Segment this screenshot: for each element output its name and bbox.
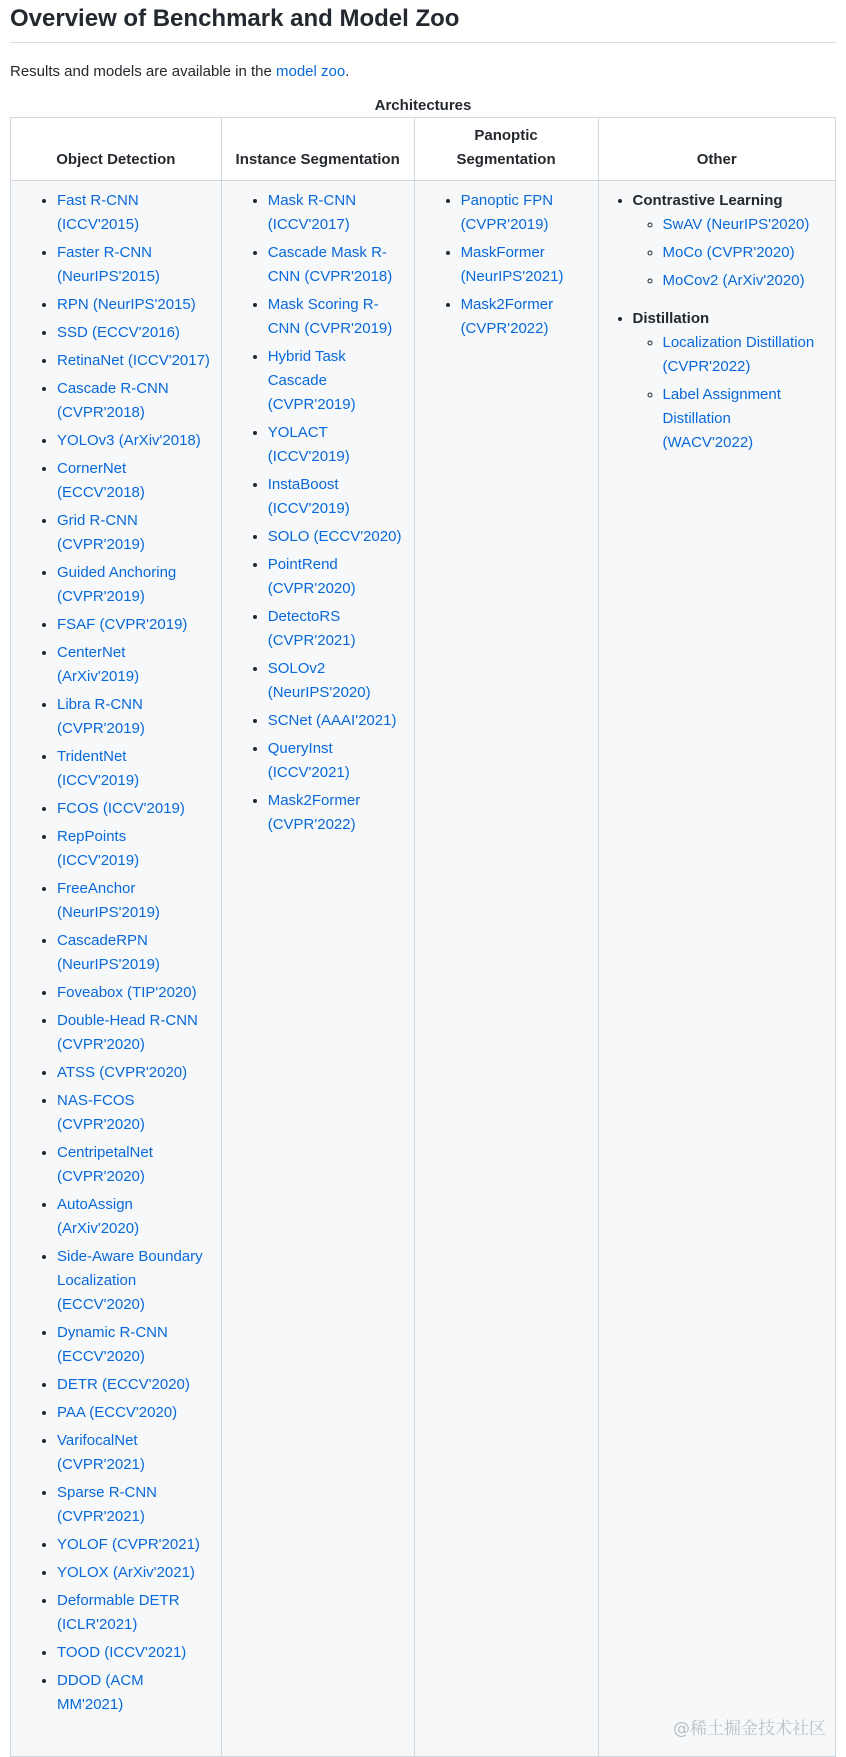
object-detection-cell bbox=[11, 181, 222, 1757]
model-link[interactable]: Mask2Former (CVPR'2022) bbox=[267, 792, 361, 833]
list-item bbox=[57, 293, 211, 317]
model-link[interactable]: DetectoRS (CVPR'2021) bbox=[267, 608, 356, 649]
header-object-detection: Object Detection bbox=[11, 118, 222, 181]
model-link[interactable]: Localization Distillation (CVPR'2022) bbox=[662, 334, 815, 375]
group-label: Contrastive Learning bbox=[632, 192, 783, 209]
model-link[interactable]: RPN (NeurIPS'2015) bbox=[57, 296, 196, 313]
list-item bbox=[57, 929, 211, 977]
model-link[interactable]: Sparse R-CNN (CVPR'2021) bbox=[57, 1484, 158, 1525]
object-detection-list bbox=[21, 189, 211, 1717]
header-panoptic-segmentation: Panoptic Segmentation bbox=[414, 118, 598, 181]
list-item bbox=[57, 1321, 211, 1369]
model-link[interactable]: RepPoints (ICCV'2019) bbox=[57, 828, 140, 869]
group-item bbox=[633, 307, 826, 455]
list-item bbox=[57, 349, 211, 373]
list-item bbox=[57, 1373, 211, 1397]
section-title: Overview of Benchmark and Model Zoo bbox=[10, 0, 836, 43]
model-link[interactable]: RetinaNet (ICCV'2017) bbox=[57, 352, 210, 369]
list-item bbox=[268, 737, 404, 785]
list-item bbox=[57, 377, 211, 425]
header-row bbox=[11, 118, 836, 181]
model-link[interactable]: SCNet (AAAI'2021) bbox=[267, 712, 397, 729]
list-item bbox=[57, 797, 211, 821]
list-item bbox=[57, 1561, 211, 1585]
table-caption: Architectures bbox=[374, 97, 472, 114]
model-link[interactable]: TOOD (ICCV'2021) bbox=[57, 1644, 187, 1661]
list-item bbox=[57, 745, 211, 793]
model-link[interactable]: DDOD (ACM MM'2021) bbox=[57, 1672, 144, 1713]
model-link[interactable]: ATSS (CVPR'2020) bbox=[57, 1064, 188, 1081]
model-link[interactable]: MaskFormer (NeurIPS'2021) bbox=[460, 244, 564, 285]
list-item bbox=[268, 553, 404, 601]
list-item bbox=[57, 613, 211, 637]
list-item bbox=[268, 241, 404, 289]
list-item bbox=[268, 605, 404, 653]
list-item bbox=[663, 383, 826, 455]
list-item bbox=[268, 189, 404, 237]
architectures-table bbox=[10, 117, 836, 1757]
list-item bbox=[57, 1669, 211, 1717]
list-item bbox=[57, 825, 211, 873]
model-link[interactable]: Side-Aware Boundary Localization (ECCV'2020) bbox=[57, 1248, 203, 1313]
list-item bbox=[57, 1401, 211, 1425]
model-link[interactable]: FSAF (CVPR'2019) bbox=[57, 616, 188, 633]
model-link[interactable]: CenterNet (ArXiv'2019) bbox=[57, 644, 140, 685]
content-row bbox=[11, 181, 836, 1757]
list-item bbox=[268, 345, 404, 417]
list-item bbox=[268, 293, 404, 341]
model-link[interactable]: SwAV (NeurIPS'2020) bbox=[662, 216, 810, 233]
panoptic-segmentation-cell bbox=[414, 181, 598, 1757]
list-item bbox=[57, 693, 211, 741]
readme-section bbox=[10, 0, 836, 1757]
model-link[interactable]: FCOS (ICCV'2019) bbox=[57, 800, 185, 817]
instance-segmentation-list bbox=[232, 189, 404, 837]
model-link[interactable]: Deformable DETR (ICLR'2021) bbox=[57, 1592, 180, 1633]
list-item bbox=[461, 241, 588, 289]
list-item bbox=[268, 709, 404, 733]
list-item bbox=[57, 189, 211, 237]
header-other: Other bbox=[598, 118, 836, 181]
list-item bbox=[57, 1641, 211, 1665]
other-list bbox=[609, 189, 826, 455]
model-link[interactable]: CascadeRPN (NeurIPS'2019) bbox=[57, 932, 160, 973]
list-item bbox=[461, 189, 588, 237]
model-link[interactable]: Cascade R-CNN (CVPR'2018) bbox=[57, 380, 169, 421]
model-link[interactable]: SSD (ECCV'2016) bbox=[57, 324, 180, 341]
instance-segmentation-cell bbox=[221, 181, 414, 1757]
group-list bbox=[633, 331, 826, 455]
model-link[interactable]: Mask2Former (CVPR'2022) bbox=[460, 296, 554, 337]
list-item bbox=[57, 561, 211, 609]
model-link[interactable]: CentripetalNet (CVPR'2020) bbox=[57, 1144, 153, 1185]
intro-text bbox=[10, 61, 836, 83]
list-item bbox=[57, 1533, 211, 1557]
watermark: @稀土掘金技术社区 bbox=[673, 1719, 826, 1739]
list-item bbox=[663, 213, 826, 237]
list-item bbox=[268, 473, 404, 521]
model-link[interactable]: Double-Head R-CNN (CVPR'2020) bbox=[57, 1012, 198, 1053]
list-item bbox=[57, 1089, 211, 1137]
list-item bbox=[57, 429, 211, 453]
model-link[interactable]: MoCo (CVPR'2020) bbox=[662, 244, 795, 261]
model-link[interactable]: Grid R-CNN (CVPR'2019) bbox=[57, 512, 145, 553]
intro-prefix: Results and models are available in the bbox=[10, 63, 276, 80]
list-item bbox=[268, 525, 404, 549]
model-link[interactable]: Fast R-CNN (ICCV'2015) bbox=[57, 192, 140, 233]
model-link[interactable]: QueryInst (ICCV'2021) bbox=[267, 740, 350, 781]
model-link[interactable]: SOLOv2 (NeurIPS'2020) bbox=[267, 660, 371, 701]
list-item bbox=[57, 1589, 211, 1637]
group-list bbox=[633, 213, 826, 293]
list-item bbox=[57, 509, 211, 557]
model-link[interactable]: YOLOX (ArXiv'2021) bbox=[57, 1564, 195, 1581]
model-link[interactable]: SOLO (ECCV'2020) bbox=[267, 528, 402, 545]
model-link[interactable]: AutoAssign (ArXiv'2020) bbox=[57, 1196, 140, 1237]
list-item bbox=[57, 457, 211, 505]
list-item bbox=[268, 789, 404, 837]
other-cell bbox=[598, 181, 836, 1757]
model-link[interactable]: PointRend (CVPR'2020) bbox=[267, 556, 356, 597]
list-item bbox=[57, 1429, 211, 1477]
model-link[interactable]: Mask R-CNN (ICCV'2017) bbox=[267, 192, 357, 233]
model-link[interactable]: Foveabox (TIP'2020) bbox=[57, 984, 197, 1001]
model-link[interactable]: YOLOF (CVPR'2021) bbox=[57, 1536, 200, 1553]
model-link[interactable]: DETR (ECCV'2020) bbox=[57, 1376, 190, 1393]
model-link[interactable]: Cascade Mask R-CNN (CVPR'2018) bbox=[267, 244, 393, 285]
model-link[interactable]: Guided Anchoring (CVPR'2019) bbox=[57, 564, 177, 605]
model-link[interactable]: Label Assignment Distillation (WACV'2022) bbox=[662, 386, 781, 451]
model-link[interactable]: Faster R-CNN (NeurIPS'2015) bbox=[57, 244, 160, 285]
model-link[interactable]: TridentNet (ICCV'2019) bbox=[57, 748, 140, 789]
model-link[interactable]: Hybrid Task Cascade (CVPR'2019) bbox=[267, 348, 356, 413]
model-link[interactable]: Libra R-CNN (CVPR'2019) bbox=[57, 696, 145, 737]
list-item bbox=[57, 1481, 211, 1529]
model-link[interactable]: FreeAnchor (NeurIPS'2019) bbox=[57, 880, 160, 921]
list-item bbox=[663, 331, 826, 379]
list-item bbox=[663, 241, 826, 265]
group-item bbox=[633, 189, 826, 293]
model-link[interactable]: Mask Scoring R-CNN (CVPR'2019) bbox=[267, 296, 393, 337]
model-link[interactable]: PAA (ECCV'2020) bbox=[57, 1404, 178, 1421]
list-item bbox=[663, 269, 826, 293]
list-item bbox=[461, 293, 588, 341]
list-item bbox=[57, 1009, 211, 1057]
model-link[interactable]: InstaBoost (ICCV'2019) bbox=[267, 476, 350, 517]
list-item bbox=[57, 241, 211, 289]
intro-suffix: . bbox=[345, 63, 350, 80]
list-item bbox=[57, 321, 211, 345]
list-item bbox=[57, 981, 211, 1005]
model-link[interactable]: CornerNet (ECCV'2018) bbox=[57, 460, 145, 501]
model-link[interactable]: Panoptic FPN (CVPR'2019) bbox=[460, 192, 554, 233]
list-item bbox=[57, 877, 211, 925]
list-item bbox=[268, 657, 404, 705]
model-link[interactable]: NAS-FCOS (CVPR'2020) bbox=[57, 1092, 145, 1133]
panoptic-segmentation-list bbox=[425, 189, 588, 341]
list-item bbox=[268, 421, 404, 469]
list-item bbox=[57, 1141, 211, 1189]
list-item bbox=[57, 1245, 211, 1317]
header-instance-segmentation: Instance Segmentation bbox=[221, 118, 414, 181]
model-link[interactable]: VarifocalNet (CVPR'2021) bbox=[57, 1432, 145, 1473]
list-item bbox=[57, 641, 211, 689]
model-link[interactable]: MoCov2 (ArXiv'2020) bbox=[662, 272, 805, 289]
model-link[interactable]: YOLACT (ICCV'2019) bbox=[267, 424, 350, 465]
model-link[interactable]: YOLOv3 (ArXiv'2018) bbox=[57, 432, 201, 449]
list-item bbox=[57, 1061, 211, 1085]
group-label: Distillation bbox=[632, 310, 710, 327]
model-zoo-link[interactable]: model zoo bbox=[276, 63, 346, 80]
model-link[interactable]: Dynamic R-CNN (ECCV'2020) bbox=[57, 1324, 168, 1365]
list-item bbox=[57, 1193, 211, 1241]
